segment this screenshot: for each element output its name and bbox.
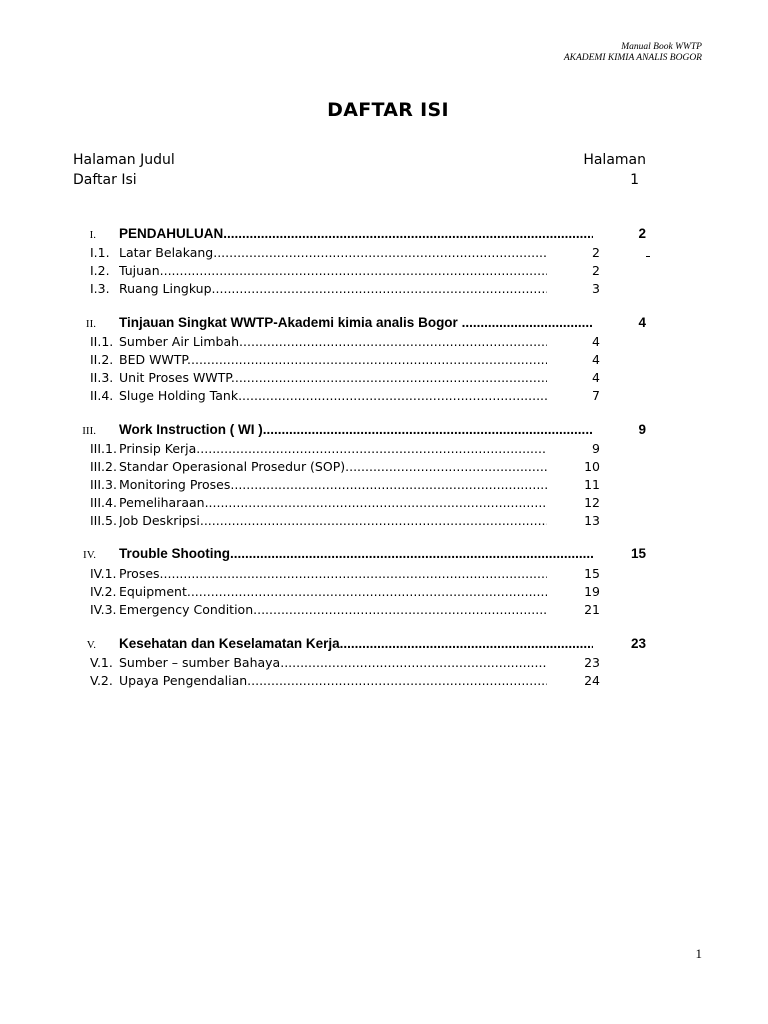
section-page: 15 bbox=[630, 546, 646, 561]
item-number: II.1. bbox=[90, 334, 114, 349]
section-page: 4 bbox=[638, 315, 646, 330]
item-page: 13 bbox=[584, 513, 600, 528]
toc-section-2[interactable] bbox=[0, 315, 768, 335]
item-page: 10 bbox=[584, 459, 600, 474]
item-number: II.4. bbox=[90, 388, 114, 403]
item-label: Upaya Pengendalian ..... bbox=[119, 673, 547, 688]
item-label: Sumber – sumber Bahaya ..... bbox=[119, 655, 547, 670]
toc-item[interactable] bbox=[0, 655, 768, 673]
section-number: II. bbox=[85, 318, 96, 330]
toc-item[interactable] bbox=[0, 673, 768, 691]
toc-row-daftar-isi bbox=[73, 172, 646, 192]
item-label: Sluge Holding Tank ..... bbox=[119, 388, 547, 403]
toc-item[interactable] bbox=[0, 566, 768, 584]
item-label: Tujuan ..... bbox=[119, 263, 547, 278]
item-page: 4 bbox=[592, 370, 600, 385]
section-title: Tinjauan Singkat WWTP-Akademi kimia analis Bogor ..... bbox=[119, 315, 593, 330]
item-number: I.2. bbox=[90, 263, 110, 278]
item-label: Equipment ..... bbox=[119, 584, 547, 599]
item-page: 24 bbox=[584, 673, 600, 688]
toc-page: 1 bbox=[630, 172, 639, 188]
item-number: III.1. bbox=[90, 441, 117, 456]
toc-label: Daftar Isi bbox=[73, 172, 137, 188]
section-number: III. bbox=[82, 425, 96, 437]
item-number: I.3. bbox=[90, 281, 110, 296]
item-page: 2 bbox=[592, 263, 600, 278]
item-number: IV.1. bbox=[90, 566, 117, 581]
toc-item[interactable] bbox=[0, 281, 768, 299]
item-page: 12 bbox=[584, 495, 600, 510]
running-header bbox=[564, 42, 702, 64]
item-page: 21 bbox=[584, 602, 600, 617]
item-page: 2 bbox=[592, 245, 600, 260]
section-title: Work Instruction ( WI ) ..... bbox=[119, 422, 593, 437]
item-label: Unit Proses WWTP ..... bbox=[119, 370, 547, 385]
toc-item[interactable] bbox=[0, 352, 768, 370]
toc-item[interactable] bbox=[0, 370, 768, 388]
item-page: 4 bbox=[592, 334, 600, 349]
item-number: III.5. bbox=[90, 513, 117, 528]
toc-item[interactable] bbox=[0, 263, 768, 281]
item-page: 7 bbox=[592, 388, 600, 403]
section-title: Trouble Shooting ..... bbox=[119, 546, 593, 561]
stray-dash-mark bbox=[646, 256, 650, 257]
item-number: II.2. bbox=[90, 352, 114, 367]
toc-item[interactable] bbox=[0, 334, 768, 352]
item-number: IV.2. bbox=[90, 584, 117, 599]
item-number: III.2. bbox=[90, 459, 117, 474]
toc-item[interactable] bbox=[0, 245, 768, 263]
toc-item[interactable] bbox=[0, 584, 768, 602]
section-page: 2 bbox=[638, 226, 646, 241]
section-number: IV. bbox=[83, 549, 96, 561]
item-number: III.3. bbox=[90, 477, 117, 492]
item-number: II.3. bbox=[90, 370, 114, 385]
item-page: 9 bbox=[592, 441, 600, 456]
item-page: 15 bbox=[584, 566, 600, 581]
item-label: Proses ..... bbox=[119, 566, 547, 581]
item-page: 11 bbox=[584, 477, 600, 492]
toc-item[interactable] bbox=[0, 513, 768, 531]
item-number: V.2. bbox=[90, 673, 113, 688]
section-title: Kesehatan dan Keselamatan Kerja ..... bbox=[119, 636, 593, 651]
item-label: Emergency Condition ..... bbox=[119, 602, 547, 617]
item-page: 4 bbox=[592, 352, 600, 367]
item-label: Ruang Lingkup ..... bbox=[119, 281, 547, 296]
toc-section-4[interactable] bbox=[0, 546, 768, 566]
item-label: Monitoring Proses ..... bbox=[119, 477, 547, 492]
toc-item[interactable] bbox=[0, 602, 768, 620]
item-label: Job Deskripsi ..... bbox=[119, 513, 547, 528]
toc-item[interactable] bbox=[0, 459, 768, 477]
header-line-manual: Manual Book WWTP bbox=[621, 42, 702, 52]
item-number: IV.3. bbox=[90, 602, 117, 617]
section-page: 9 bbox=[638, 422, 646, 437]
item-label: Standar Operasional Prosedur (SOP) ..... bbox=[119, 459, 547, 474]
toc-item[interactable] bbox=[0, 477, 768, 495]
footer-page-number: 1 bbox=[695, 946, 702, 961]
item-label: BED WWTP ..... bbox=[119, 352, 547, 367]
page-title: DAFTAR ISI bbox=[327, 99, 449, 121]
item-page: 19 bbox=[584, 584, 600, 599]
item-label: Pemeliharaan ..... bbox=[119, 495, 547, 510]
toc-item[interactable] bbox=[0, 388, 768, 406]
section-number: I. bbox=[89, 229, 96, 241]
item-label: Latar Belakang ..... bbox=[119, 245, 547, 260]
section-number: V. bbox=[86, 639, 96, 651]
item-label: Prinsip Kerja ..... bbox=[119, 441, 547, 456]
toc-section-3[interactable] bbox=[0, 422, 768, 442]
section-page: 23 bbox=[630, 636, 646, 651]
toc-section-1[interactable] bbox=[0, 226, 768, 246]
toc-page-header: Halaman bbox=[583, 152, 646, 168]
item-number: III.4. bbox=[90, 495, 117, 510]
item-page: 23 bbox=[584, 655, 600, 670]
item-number: V.1. bbox=[90, 655, 113, 670]
item-number: I.1. bbox=[90, 245, 110, 260]
toc-section-5[interactable] bbox=[0, 636, 768, 656]
item-page: 3 bbox=[592, 281, 600, 296]
toc-label: Halaman Judul bbox=[73, 152, 175, 168]
section-title: PENDAHULUAN ..... bbox=[119, 226, 593, 241]
item-label: Sumber Air Limbah ..... bbox=[119, 334, 547, 349]
header-line-institution: AKADEMI KIMIA ANALIS BOGOR bbox=[563, 53, 702, 63]
toc-item[interactable] bbox=[0, 495, 768, 513]
toc-item[interactable] bbox=[0, 441, 768, 459]
toc-row-halaman-judul bbox=[73, 152, 646, 172]
